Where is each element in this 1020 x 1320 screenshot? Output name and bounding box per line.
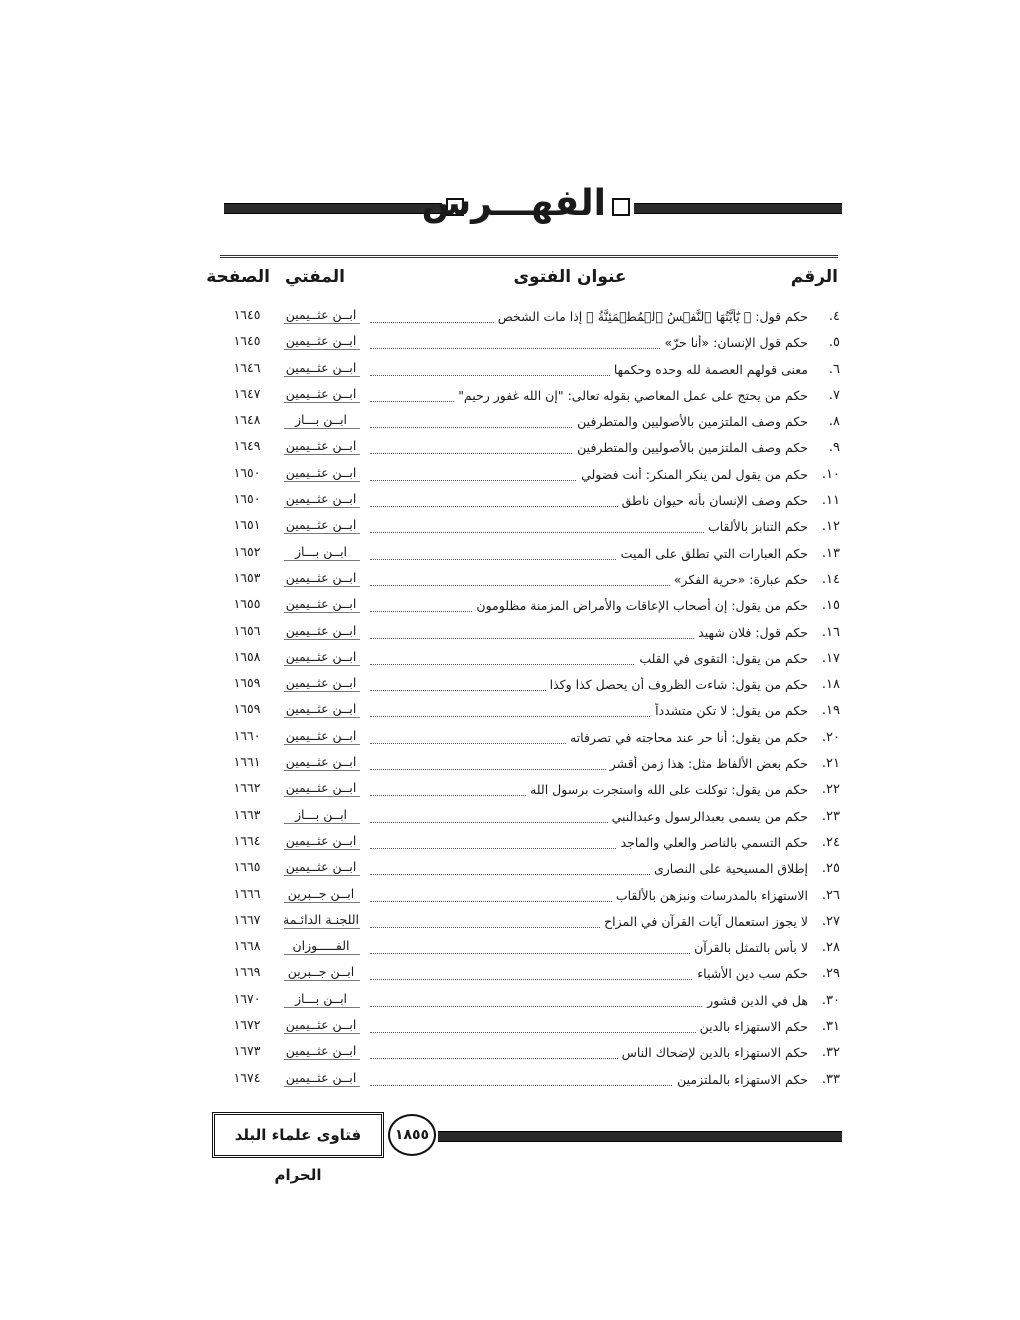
row-title: [370, 546, 808, 561]
footer-rule: [438, 1131, 842, 1142]
row-title: [370, 809, 808, 824]
row-title: [370, 335, 808, 350]
row-page: ١٦٥٦: [233, 622, 261, 638]
row-mufti: ابــن عثــيمين: [285, 307, 357, 322]
mufti-underline: [284, 454, 360, 455]
row-number: ١٨.: [821, 677, 840, 693]
table-row: [220, 1015, 840, 1041]
row-number: ٣٣.: [821, 1071, 840, 1087]
row-page: ١٦٦٦: [233, 885, 261, 901]
index-rows: [220, 305, 840, 1094]
row-title: [370, 730, 808, 745]
table-row: [220, 989, 840, 1015]
row-number: ٣٠.: [821, 992, 840, 1008]
row-title-text: حكم من يقول: توكلت على الله واستجرت برسول الله: [526, 782, 808, 797]
title-band: [224, 180, 842, 230]
mufti-underline: [284, 1007, 360, 1008]
row-number: ٢٠.: [821, 729, 840, 745]
row-mufti: ابــن عثــيمين: [285, 1069, 357, 1085]
row-mufti: ابــن عثــيمين: [285, 754, 357, 770]
table-row: [220, 489, 840, 515]
row-number: ٢٢.: [821, 782, 840, 798]
mufti-underline: [284, 639, 360, 640]
row-title: [370, 309, 808, 324]
row-number: ٢٨.: [821, 940, 840, 956]
row-number: ٤.: [828, 309, 840, 324]
title-rule-right: [634, 203, 842, 214]
table-row: [220, 673, 840, 699]
row-number: ١٠.: [821, 466, 840, 482]
mufti-underline: [284, 376, 360, 377]
table-row: [220, 831, 840, 857]
row-mufti: ابــن عثــيمين: [285, 701, 357, 717]
row-title-text: حكم العبارات التي تطلق على الميت: [617, 546, 808, 561]
row-page: ١٦٧٠: [233, 990, 261, 1006]
mufti-underline: [284, 665, 360, 666]
row-page: ١٦٤٩: [233, 438, 261, 454]
row-page: ١٦٥٠: [233, 491, 261, 507]
row-page: ١٦٦٣: [233, 806, 261, 822]
row-mufti: ابــن بـــاز: [294, 990, 348, 1006]
table-row: [220, 594, 840, 620]
table-row: [220, 936, 840, 962]
row-title: [370, 861, 808, 876]
row-title-text: حكم التسمي بالناصر والعلي والماجد: [617, 835, 808, 850]
row-mufti: ابــن عثــيمين: [285, 491, 357, 507]
table-row: [220, 726, 840, 752]
row-title-text: حكم قول: فلان شهيد: [694, 625, 808, 640]
row-title-text: الاستهزاء بالمدرسات ونبزهن بالألقاب: [612, 888, 808, 903]
row-title: [370, 1019, 808, 1034]
table-row: [220, 305, 840, 331]
table-row: [220, 857, 840, 883]
row-mufti: ابــن عثــيمين: [285, 333, 357, 349]
table-row: [220, 384, 840, 410]
row-title: [370, 888, 808, 903]
table-row: [220, 1041, 840, 1067]
row-mufti: ابــن بـــاز: [294, 806, 348, 822]
row-title: [370, 440, 808, 455]
table-row: [220, 910, 840, 936]
row-title: [370, 782, 808, 797]
row-number: ١٩.: [821, 703, 840, 719]
row-number: ١٦.: [821, 624, 840, 640]
row-mufti: ابــن عثــيمين: [285, 1017, 357, 1033]
mufti-underline: [284, 796, 360, 797]
row-title-text: حكم من يقول: أنا حر عند محاجته في تصرفاته: [566, 730, 808, 745]
row-mufti: ابــن جــبرين: [287, 964, 355, 980]
row-number: ٢٦.: [821, 887, 840, 903]
row-page: ١٦٥٥: [233, 596, 261, 612]
row-mufti: ابــن عثــيمين: [285, 385, 357, 401]
row-page: ١٦٦٩: [233, 964, 261, 980]
row-mufti: ابــن عثــيمين: [285, 859, 357, 875]
mufti-underline: [284, 507, 360, 508]
row-mufti: ابــن عثــيمين: [285, 675, 357, 691]
row-mufti: ابــن بـــاز: [294, 412, 348, 428]
row-page: ١٦٧٣: [233, 1043, 261, 1059]
mufti-underline: [284, 770, 360, 771]
table-row: [220, 752, 840, 778]
column-header-number: الرقم: [790, 267, 838, 287]
mufti-underline: [284, 1086, 360, 1087]
mufti-underline: [284, 954, 360, 955]
table-row: [220, 410, 840, 436]
mufti-underline: [284, 349, 360, 350]
row-title: [370, 388, 808, 403]
header-rule: [220, 255, 838, 258]
row-page: ١٦٦٢: [233, 780, 261, 796]
row-title-text: حكم سب دين الأشياء: [693, 966, 808, 981]
table-row: [220, 568, 840, 594]
title-rule-left: [224, 203, 442, 214]
row-title: [370, 835, 808, 850]
column-header-page: الصفحة: [206, 267, 270, 287]
row-title: [370, 493, 808, 508]
row-mufti: الفـــــوزان: [292, 938, 350, 954]
row-number: ٥.: [828, 335, 840, 351]
row-number: ٨.: [828, 414, 840, 430]
table-row: [220, 621, 840, 647]
row-title-text: إطلاق المسيحية على النصارى: [650, 861, 808, 876]
row-title-text: معنى قولهم العصمة لله وحده وحكمها: [610, 362, 808, 377]
footer-book-title: فتاوى علماء البلد الحرام: [212, 1112, 384, 1158]
row-number: ٧.: [828, 387, 840, 403]
row-title: [370, 677, 808, 692]
mufti-underline: [284, 481, 360, 482]
row-title-text: حكم قول: ﴿ يَٰٓأَيَّتُهَا ٱلنَّفۡسُ ٱلۡمُطۡمَئِنَّةُ ﴾ إذا مات الشخص: [494, 309, 808, 324]
title-ornament-box-right: [612, 198, 630, 216]
row-page: ١٦٥٨: [233, 648, 261, 664]
mufti-underline: [284, 717, 360, 718]
row-number: ٢٧.: [821, 913, 840, 929]
table-row: [220, 1068, 840, 1094]
row-title: [370, 572, 808, 587]
row-title-text: حكم وصف الملتزمين بالأصوليين والمتطرفين: [573, 414, 808, 429]
mufti-underline: [284, 691, 360, 692]
row-title-text: هل في الدين قشور: [703, 993, 808, 1008]
row-title-text: حكم من يقول: لا تكن متشدداً: [651, 703, 808, 718]
table-row: [220, 542, 840, 568]
table-row: [220, 463, 840, 489]
mufti-underline: [284, 744, 360, 745]
row-title: [370, 598, 808, 613]
mufti-underline: [284, 428, 360, 429]
row-number: ١٢.: [821, 519, 840, 535]
row-page: ١٦٥٩: [233, 675, 261, 691]
row-title: [370, 914, 808, 929]
mufti-underline: [284, 1033, 360, 1034]
row-page: ١٦٦٥: [233, 859, 261, 875]
row-title-text: حكم الاستهزاء بالدين: [696, 1019, 808, 1034]
table-row: [220, 331, 840, 357]
row-title: [370, 414, 808, 429]
row-number: ١٥.: [821, 598, 840, 614]
row-number: ٢٩.: [821, 966, 840, 982]
row-page: ١٦٤٨: [233, 412, 261, 428]
row-mufti: ابــن عثــيمين: [285, 727, 357, 743]
row-page: ١٦٤٥: [233, 307, 261, 322]
table-row: [220, 778, 840, 804]
row-title: [370, 993, 808, 1008]
row-title: [370, 362, 808, 377]
row-mufti: ابــن عثــيمين: [285, 648, 357, 664]
row-page: ١٦٥٩: [233, 701, 261, 717]
row-title-text: حكم وصف الإنسان بأنه حيوان ناطق: [618, 493, 808, 508]
row-title-text: حكم وصف الملتزمين بالأصوليين والمتطرفين: [573, 440, 808, 455]
row-title-text: حكم بعض الألفاظ مثل: هذا زمن أقشر: [606, 756, 808, 771]
row-number: ٢١.: [821, 756, 840, 772]
row-page: ١٦٥٠: [233, 464, 261, 480]
row-title-text: حكم الاستهزاء بالملتزمين: [673, 1072, 808, 1087]
row-title-text: حكم قول الإنسان: «أنا حرّ»: [661, 335, 808, 350]
row-page: ١٦٧٤: [233, 1069, 261, 1085]
mufti-underline: [284, 902, 360, 903]
row-page: ١٦٤٧: [233, 385, 261, 401]
row-number: ٢٤.: [821, 834, 840, 850]
row-number: ١٧.: [821, 650, 840, 666]
row-mufti: ابــن عثــيمين: [285, 517, 357, 533]
column-header-mufti: المفتي: [285, 267, 345, 287]
table-row: [220, 884, 840, 910]
row-title: [370, 703, 808, 718]
row-number: ١١.: [821, 493, 840, 509]
row-mufti: ابــن عثــيمين: [285, 464, 357, 480]
row-number: ١٤.: [821, 571, 840, 587]
row-title: [370, 966, 808, 981]
mufti-underline: [284, 823, 360, 824]
table-row: [220, 436, 840, 462]
row-number: ٢٥.: [821, 861, 840, 877]
row-title-text: حكم الاستهزاء بالدين لإضحاك الناس: [618, 1045, 808, 1060]
row-page: ١٦٥٣: [233, 569, 261, 585]
row-page: ١٦٤٦: [233, 359, 261, 375]
row-page: ١٦٥٢: [233, 543, 261, 559]
row-mufti: ابــن عثــيمين: [285, 832, 357, 848]
row-number: ٣١.: [821, 1019, 840, 1035]
mufti-underline: [284, 612, 360, 613]
row-title: [370, 651, 808, 666]
column-header-title: عنوان الفتوى: [513, 267, 627, 287]
page-footer: [212, 1108, 842, 1184]
mufti-underline: [284, 1059, 360, 1060]
row-page: ١٦٦٧: [233, 911, 261, 927]
mufti-underline: [284, 586, 360, 587]
row-page: ١٦٦١: [233, 754, 261, 770]
row-title-text: حكم من يقول: إن أصحاب الإعاقات والأمراض المزمنة مظلومون: [472, 598, 808, 613]
row-title-text: حكم التنابز بالألقاب: [704, 519, 808, 534]
row-title: [370, 756, 808, 771]
row-title: [370, 1045, 808, 1060]
row-title-text: حكم عبارة: «حرية الفكر»: [670, 572, 808, 587]
row-mufti: ابــن بـــاز: [294, 543, 348, 559]
row-mufti: ابــن عثــيمين: [285, 780, 357, 796]
table-row: [220, 962, 840, 988]
row-page: ١٦٧٢: [233, 1017, 261, 1033]
mufti-underline: [284, 928, 360, 929]
row-title-text: حكم من يحتج على عمل المعاصي بقوله تعالى: "إن الله غفور رحيم": [454, 388, 808, 403]
row-page: ١٦٥١: [233, 517, 261, 533]
row-title-text: حكم من يسمى بعبدالرسول وعبدالنبي: [608, 809, 808, 824]
row-page: ١٦٦٠: [233, 727, 261, 743]
row-mufti: ابــن عثــيمين: [285, 569, 357, 585]
mufti-underline: [284, 560, 360, 561]
table-row: [220, 647, 840, 673]
row-title-text: لا يجوز استعمال آيات القرآن في المزاح: [600, 914, 808, 929]
mufti-underline: [284, 875, 360, 876]
table-row: [220, 805, 840, 831]
row-mufti: ابــن عثــيمين: [285, 438, 357, 454]
mufti-underline: [284, 402, 360, 403]
mufti-underline: [284, 980, 360, 981]
row-mufti: ابــن عثــيمين: [285, 359, 357, 375]
row-number: ٣٢.: [821, 1045, 840, 1061]
table-row: [220, 515, 840, 541]
row-title: [370, 1072, 808, 1087]
row-title: [370, 519, 808, 534]
table-row: [220, 358, 840, 384]
row-title-text: حكم من يقول: التقوى في القلب: [635, 651, 808, 666]
row-title: [370, 940, 808, 955]
row-number: ٩.: [828, 440, 840, 456]
row-page: ١٦٤٥: [233, 333, 261, 349]
row-title-text: حكم من يقول لمن ينكر المنكر: أنت فضولي: [577, 467, 808, 482]
mufti-underline: [284, 849, 360, 850]
row-title-text: حكم من يقول: شاءت الظروف أن يحصل كذا وكذا: [546, 677, 808, 692]
row-title: [370, 467, 808, 482]
footer-page-number: ١٨٥٥: [388, 1114, 436, 1156]
row-title-text: لا بأس بالتمثل بالقرآن: [690, 940, 808, 955]
row-mufti: اللجنـة الدائـمة: [283, 911, 359, 927]
page-title: الفهـــرس: [421, 183, 606, 224]
row-page: ١٦٦٤: [233, 832, 261, 848]
row-number: ١٣.: [821, 545, 840, 561]
row-mufti: ابــن عثــيمين: [285, 1043, 357, 1059]
row-mufti: ابــن عثــيمين: [285, 622, 357, 638]
mufti-underline: [284, 323, 360, 324]
row-number: ٦.: [828, 361, 840, 377]
row-number: ٢٣.: [821, 808, 840, 824]
table-row: [220, 699, 840, 725]
row-mufti: ابــن عثــيمين: [285, 596, 357, 612]
row-mufti: ابــن جــبرين: [287, 885, 355, 901]
mufti-underline: [284, 533, 360, 534]
row-title: [370, 625, 808, 640]
row-page: ١٦٦٨: [233, 938, 261, 954]
